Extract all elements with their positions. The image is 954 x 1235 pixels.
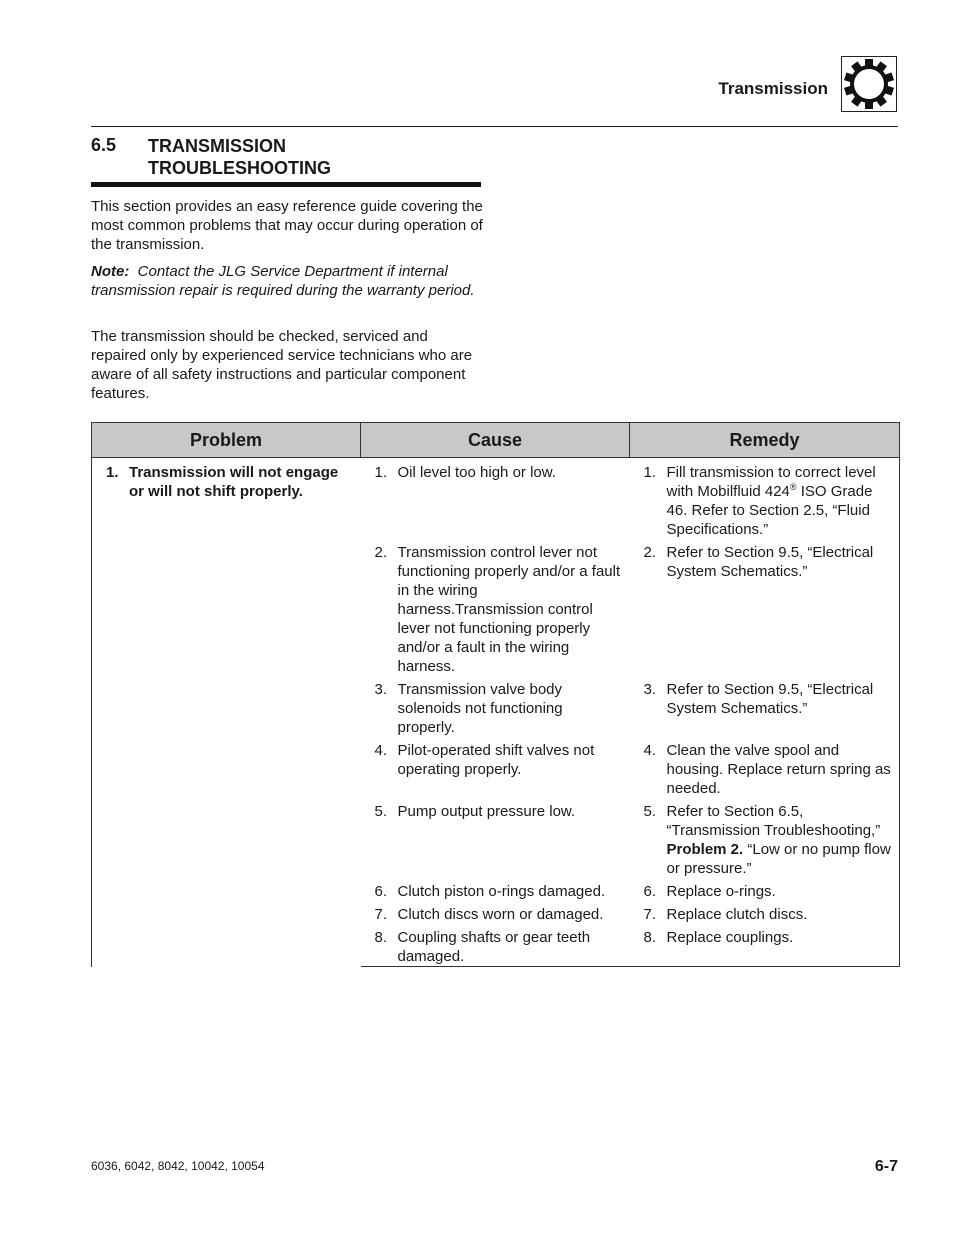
remedy-text: Replace clutch discs. <box>666 906 808 923</box>
remedy-number: 2. <box>643 544 657 561</box>
cause-text: Clutch discs worn or damaged. <box>397 906 604 923</box>
remedy-number: 3. <box>643 681 657 698</box>
cause-cell <box>361 676 630 737</box>
footer-models: 6036, 6042, 8042, 10042, 10054 <box>91 1159 265 1173</box>
section-title <box>148 135 478 179</box>
cause-text: Transmission control lever not functioning properly and/or a fault in the wiring harness.Transmission control lever not functioning properly and/or a fault in the wiring harness. <box>397 544 621 675</box>
cause-text: Transmission valve body solenoids not functioning properly. <box>397 681 563 736</box>
remedy-number: 1. <box>643 464 657 481</box>
cause-text: Pilot-operated shift valves not operating properly. <box>397 742 595 778</box>
remedy-cell <box>630 901 900 924</box>
cause-number: 2. <box>374 544 388 561</box>
cause-cell <box>361 737 630 798</box>
column-header-problem: Problem <box>92 423 361 458</box>
remedy-number: 5. <box>643 803 657 820</box>
remedy-cell <box>630 539 900 676</box>
remedy-number: 8. <box>643 929 657 946</box>
remedy-cell <box>630 737 900 798</box>
cause-cell <box>361 798 630 878</box>
section-title-line1: TRANSMISSION <box>148 136 287 156</box>
cause-number: 4. <box>374 742 388 759</box>
cause-number: 8. <box>374 929 388 946</box>
header-title: Transmission <box>718 79 828 98</box>
service-paragraph: The transmission should be checked, serviced and repaired only by experienced service technicians who are aware of all safety instructions and particular component features. <box>91 328 473 402</box>
intro-paragraph: This section provides an easy reference guide covering the most common problems that may occur during operation of the transmission. <box>91 198 483 253</box>
remedy-text: Replace couplings. <box>666 929 794 946</box>
cause-cell <box>361 539 630 676</box>
problem-number: 1. <box>106 464 119 481</box>
column-header-remedy: Remedy <box>630 423 900 458</box>
remedy-cell <box>630 924 900 967</box>
remedy-text: Refer to Section 9.5, “Electrical System Schematics.” <box>666 544 874 580</box>
section-title-line2: TROUBLESHOOTING <box>148 158 331 178</box>
cause-cell <box>361 901 630 924</box>
column-header-cause: Cause <box>361 423 630 458</box>
cause-text: Coupling shafts or gear teeth damaged. <box>397 929 591 965</box>
note-paragraph <box>91 262 483 300</box>
cause-text: Oil level too high or low. <box>397 464 556 481</box>
note-label: Note: <box>91 263 130 280</box>
remedy-number: 7. <box>643 906 657 923</box>
cause-cell <box>361 924 630 967</box>
cause-text: Clutch piston o-rings damaged. <box>397 883 606 900</box>
note-text: Contact the JLG Service Department if internal transmission repair is required during the warranty period. <box>91 263 475 299</box>
remedy-cell <box>630 458 900 540</box>
cause-text: Pump output pressure low. <box>397 803 576 820</box>
problem-text: Transmission will not engage or will not shift properly. <box>129 464 339 500</box>
remedy-cell <box>630 798 900 878</box>
section-title-rule <box>91 182 481 187</box>
remedy-text: Fill transmission to correct level with Mobilfluid 424® ISO Grade 46. Refer to Section 2.5, “Fluid Specifications.” <box>666 464 876 538</box>
remedy-cell <box>630 676 900 737</box>
troubleshooting-table <box>91 422 900 967</box>
gear-icon <box>841 56 897 112</box>
cause-number: 5. <box>374 803 388 820</box>
table-row <box>92 458 900 540</box>
remedy-text: Replace o-rings. <box>666 883 776 900</box>
remedy-number: 4. <box>643 742 657 759</box>
cause-number: 3. <box>374 681 388 698</box>
remedy-text: Refer to Section 9.5, “Electrical System Schematics.” <box>666 681 874 717</box>
cause-number: 1. <box>374 464 388 481</box>
cause-cell <box>361 458 630 540</box>
remedy-cell <box>630 878 900 901</box>
page-number: 6-7 <box>874 1158 898 1175</box>
remedy-number: 6. <box>643 883 657 900</box>
problem-cell <box>92 458 361 967</box>
cause-number: 6. <box>374 883 388 900</box>
header-divider <box>91 126 898 127</box>
remedy-text: Clean the valve spool and housing. Replace return spring as needed. <box>666 742 891 797</box>
section-number: 6.5 <box>91 135 117 155</box>
cause-number: 7. <box>374 906 388 923</box>
remedy-text: Refer to Section 6.5, “Transmission Troubleshooting,” Problem 2. “Low or no pump flow or pressure.” <box>666 803 891 877</box>
cause-cell <box>361 878 630 901</box>
